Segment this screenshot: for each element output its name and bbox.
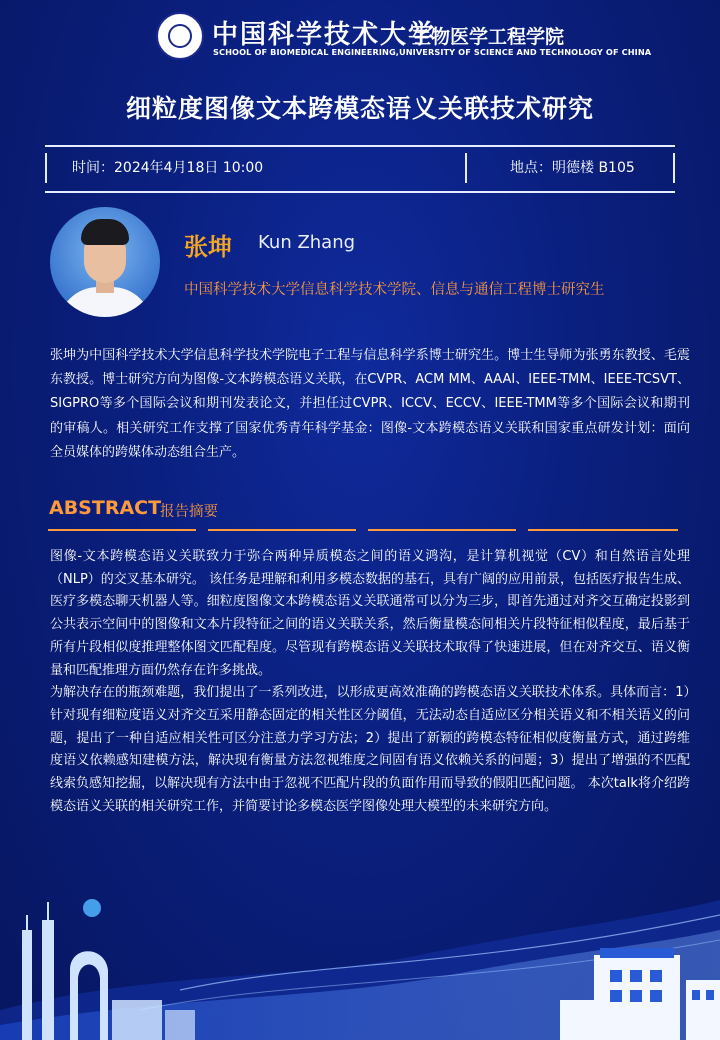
abstract-paragraph: 为解决存在的瓶颈难题，我们提出了一系列改进，以形成更高效准确的跨模态语义关联技术体系。具体而言：1）针对现有细粒度语义对齐交互采用静态固定的相关性区分阈值，无法动态自适应区分相关语义和不相关语义的问题，提出了一种自适应相关性可区分注意力学习方法；2）提出了新颖的跨模态特征相似度衡量方式，通过跨维度语义依赖感知建模方法，解决现有衡量方法忽视维度之间固有语义依赖关系的问题；3）提出了增强的不匹配线索负感知挖掘，以解决现有方法中由于忽视不匹配片段的负面作用而导致的假阳匹配问题。 本次talk将介绍跨模态语义关联的相关研究工作，并简要讨论多模态医学图像处理大模型的未来研究方向。 [50, 685, 690, 814]
abstract-heading-cn: 报告摘要 [160, 504, 218, 520]
abstract-underline [48, 529, 196, 531]
speaker-name-cn: 张坤 [184, 233, 232, 261]
divider-tick [45, 153, 47, 183]
school-name-en: SCHOOL OF BIOMEDICAL ENGINEERING,UNIVERSITY OF SCIENCE AND TECHNOLOGY OF CHINA [213, 47, 652, 57]
divider-top [45, 145, 675, 147]
abstract-heading-en: ABSTRACT [49, 497, 162, 519]
event-time: 时间：2024年4月18日 10:00 [72, 160, 264, 176]
talk-title: 细粒度图像文本跨模态语义关联技术研究 [125, 94, 594, 123]
university-logo [156, 12, 204, 60]
divider-tick [673, 153, 675, 183]
school-name-cn: 生物医学工程学院 [412, 26, 565, 48]
university-name: 中国科学技术大学 [212, 20, 437, 50]
speaker-photo [50, 207, 160, 317]
speaker-affiliation: 中国科学技术大学信息科学技术学院、信息与通信工程博士研究生 [184, 282, 605, 298]
event-place: 地点：明德楼 B105 [510, 160, 635, 176]
speaker-name-en: Kun Zhang [258, 232, 356, 253]
skyline-decoration [0, 860, 720, 1040]
divider-bottom [45, 191, 675, 193]
divider-tick [465, 153, 467, 183]
abstract-underline [208, 529, 356, 531]
abstract-underline [528, 529, 678, 531]
abstract-paragraph: 图像-文本跨模态语义关联致力于弥合两种异质模态之间的语义鸿沟，是计算机视觉（CV）和自然语言处理（NLP）的交叉基本研究。 该任务是理解和利用多模态数据的基石，具有广阔的应用前景，包括医疗报告生成、医疗多模态聊天机器人等。细粒度图像文本跨模态语义关联通常可以分为三步，即首先通过对齐交互确定投影到公共表示空间中的图像和文本片段特征之间的语义关联关系，然后衡量模态间相关片段特征相似程度，最后基于所有片段相似度推理整体图文匹配程度。尽管现有跨模态语义关联技术取得了快速进展，但在对齐交互、语义衡量和匹配推理方面仍然存在许多挑战。 [50, 549, 690, 678]
abstract-underline [368, 529, 516, 531]
abstract-body [50, 546, 690, 818]
speaker-bio: 张坤为中国科学技术大学信息科学技术学院电子工程与信息科学系博士研究生。博士生导师为张勇东教授、毛震东教授。博士研究方向为图像-文本跨模态语义关联，在CVPR、ACM MM、AAAI、IEEE-TMM、IEEE-TCSVT、SIGPRO等多个国际会议和期刊发表论文，并担任过CVPR、ICCV、ECCV、IEEE-TMM等多个国际会议和期刊的审稿人。相关研究工作支撑了国家优秀青年科学基金：图像-文本跨模态语义关联和国家重点研发计划：面向全员媒体的跨媒体动态组合生产。 [50, 348, 690, 460]
